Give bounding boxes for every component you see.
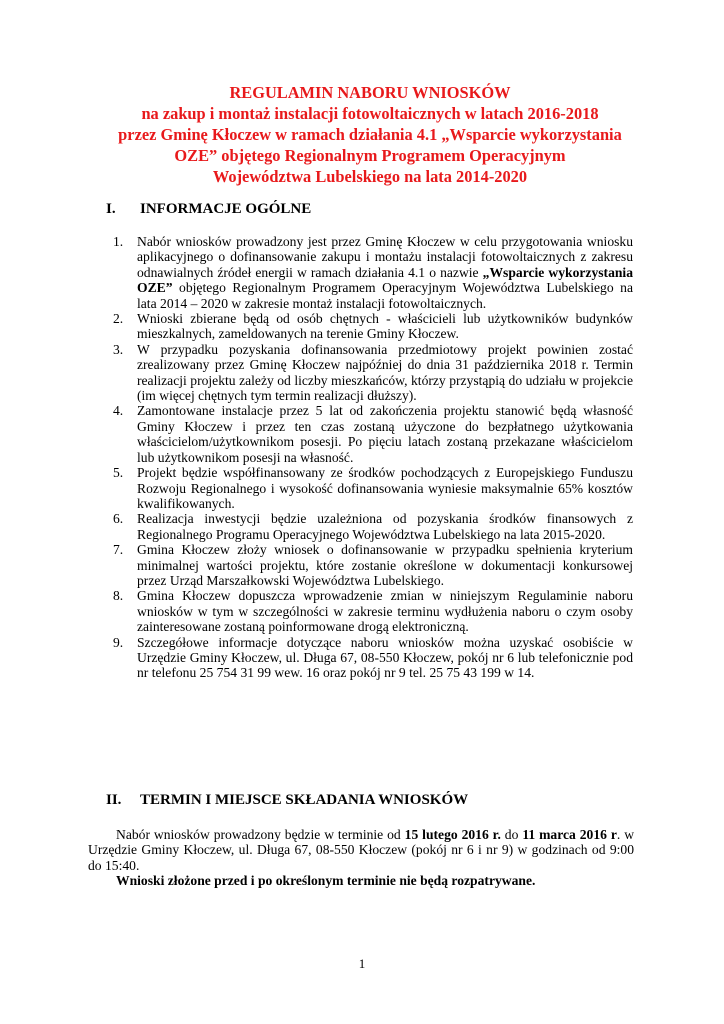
list-item bbox=[113, 465, 633, 511]
title-line-4: OZE” objętego Regionalnym Programem Operacyjnym bbox=[174, 146, 566, 165]
title-line-3: przez Gminę Kłoczew w ramach działania 4.1 „Wsparcie wykorzystania bbox=[118, 125, 622, 144]
section-2-heading bbox=[106, 792, 468, 809]
paragraph-text: Nabór wniosków prowadzony będzie w terminie od bbox=[116, 827, 405, 842]
section-1-number: I. bbox=[106, 201, 116, 217]
list-item-number: 1. bbox=[113, 234, 124, 249]
submission-terms bbox=[88, 827, 634, 889]
list-item-text: Nabór wniosków prowadzony jest przez Gminę Kłoczew w celu przygotowania wniosku aplikacyjnego o dofinansowanie zakupu i montażu instalacji fotowoltaicznych z zakresu odnawialnych źródeł energii w ramach działania 4.1 o nazwie bbox=[137, 234, 633, 280]
submission-paragraph bbox=[88, 827, 634, 873]
list-item-text: Gmina Kłoczew złoży wniosek o dofinansowanie w przypadku spełnienia kryterium minimalnej wartości projektu, które zostanie określone w dokumentacji konkursowej przez Urząd Marszałkowski Województwa Lubelskiego. bbox=[137, 542, 633, 588]
list-item-text: Szczegółowe informacje dotyczące naboru wniosków można uzyskać osobiście w Urzędzie Gminy Kłoczew, ul. Długa 67, 08-550 Kłoczew, pokój nr 6 lub telefonicznie pod nr telefonu 25 754 31 99 wew. 16 oraz pokój nr 9 tel. 25 75 43 199 w 14. bbox=[137, 634, 633, 681]
title-line-5: Województwa Lubelskiego na lata 2014-2020 bbox=[212, 167, 528, 186]
paragraph-text: . w Urzędzie Gminy Kłoczew, ul. Długa 67, 08-550 Kłoczew (pokój nr 6 i nr 9) w godzinach od 9:00 do 15:40. bbox=[88, 827, 635, 873]
list-item-text: Wnioski zbierane będą od osób chętnych - właścicieli lub użytkowników budynków mieszkalnych, zameldowanych na terenie Gminy Kłoczew. bbox=[137, 311, 633, 342]
list-item bbox=[113, 542, 633, 588]
list-item-number: 4. bbox=[113, 403, 124, 419]
list-item bbox=[113, 342, 633, 404]
list-item bbox=[113, 403, 633, 465]
list-item-text: Realizacja inwestycji będzie uzależniona od pozyskania środków finansowych z Regionalnego Programu Operacyjnego Województwa Lubelskiego na lata 2015-2020. bbox=[137, 511, 633, 542]
list-item-text: Projekt będzie współfinansowany ze środków pochodzących z Europejskiego Funduszu Rozwoju Regionalnego i wysokość dofinansowania wyniesie maksymalnie 65% kosztów kwalifikowanych. bbox=[137, 465, 633, 511]
list-item-text: Zamontowane instalacje przez 5 lat od zakończenia projektu stanowić będą własność Gminy Kłoczew i przez ten czas zostaną użyczone do bezpłatnego użytkowania właścicielom/użytkownikom posesji. Po pięciu latach zostaną przekazane właścicielom lub użytkownikom posesji na własność. bbox=[137, 403, 633, 465]
list-item bbox=[113, 311, 633, 342]
section-1-title: INFORMACJE OGÓLNE bbox=[140, 201, 312, 217]
document-title bbox=[60, 82, 680, 187]
list-item bbox=[113, 635, 633, 681]
list-item-number: 7. bbox=[113, 542, 124, 558]
list-item bbox=[113, 511, 633, 542]
list-item bbox=[113, 588, 633, 634]
program-name: „Wsparcie wykorzystania OZE” bbox=[137, 264, 633, 296]
general-info-list bbox=[113, 234, 633, 681]
list-item-text: Gmina Kłoczew dopuszcza wprowadzenie zmian w niniejszym Regulaminie naboru wniosków w tym w szczególności w zakresie terminu wydłużenia naboru o czym osoby zainteresowane zostaną poinformowane drogą elektroniczną. bbox=[137, 588, 633, 635]
list-item-text: objętego Regionalnym Programem Operacyjnym Województwa Lubelskiego na lata 2014 – 2020 w zakresie montaż instalacji fotowoltaicznych. bbox=[137, 280, 633, 311]
list-item-number: 8. bbox=[113, 588, 124, 604]
list-item-text: W przypadku pozyskania dofinansowania przedmiotowy projekt powinien zostać zrealizowany przez Gminę Kłoczew najpóźniej do dnia 31 października 2018 r. Termin realizacji projektu zależy od liczby mieszkańców, którzy przystąpią do udziału w projekcie (im więcej chętnych tym termin realizacji dłuższy). bbox=[137, 341, 633, 404]
title-line-1: REGULAMIN NABORU WNIOSKÓW bbox=[229, 83, 511, 102]
list-item-number: 6. bbox=[113, 511, 124, 527]
list-item-number: 3. bbox=[113, 341, 124, 357]
rejection-notice: Wnioski złożone przed i po określonym terminie nie będą rozpatrywane. bbox=[116, 873, 536, 889]
section-1-heading bbox=[106, 201, 311, 218]
title-line-2: na zakup i montaż instalacji fotowoltaicznych w latach 2016-2018 bbox=[141, 104, 599, 123]
paragraph-text: do bbox=[500, 827, 523, 842]
start-date: 15 lutego 2016 r. bbox=[404, 827, 501, 842]
list-item-number: 2. bbox=[113, 311, 124, 327]
page-number: 1 bbox=[358, 956, 366, 971]
list-item bbox=[113, 234, 633, 311]
list-item-number: 5. bbox=[113, 465, 124, 481]
end-date: 11 marca 2016 r bbox=[522, 827, 617, 842]
section-2-title: TERMIN I MIEJSCE SKŁADANIA WNIOSKÓW bbox=[140, 792, 469, 808]
section-2-number: II. bbox=[106, 792, 122, 808]
list-item-number: 9. bbox=[113, 634, 124, 650]
